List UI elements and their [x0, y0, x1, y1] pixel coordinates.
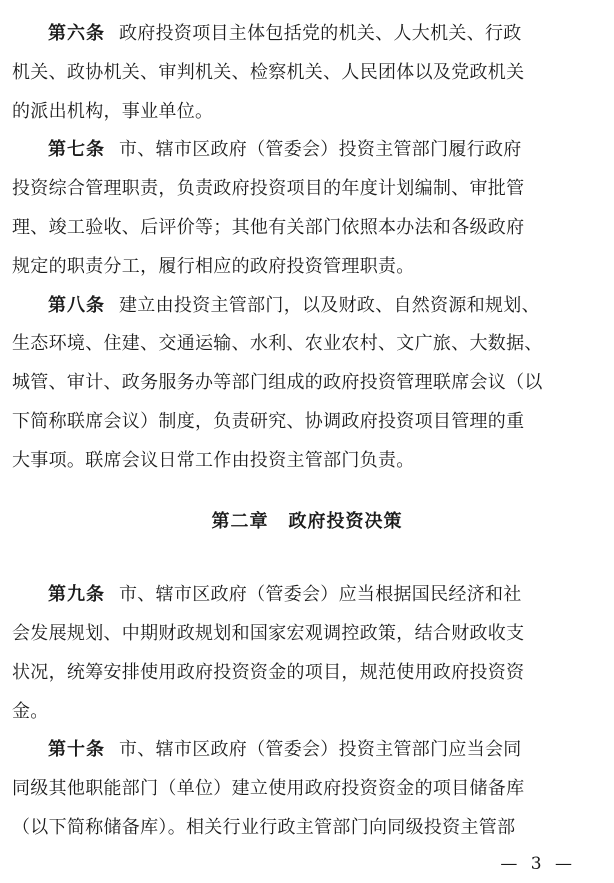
- article-10-label: 第十条: [48, 739, 105, 760]
- article-7-line-1: 第七条 市、辖市区政府（管委会）投资主管部门履行政府: [48, 139, 522, 160]
- article-8-label: 第八条: [48, 295, 105, 316]
- chapter-title: 政府投资决策: [288, 511, 403, 532]
- article-6-label: 第六条: [48, 23, 105, 44]
- article-8-line-2: 生态环境、住建、交通运输、水利、农业农村、文广旅、大数据、: [12, 333, 543, 354]
- article-9-line-3: 状况，统筹安排使用政府投资资金的项目，规范使用政府投资资: [12, 662, 525, 683]
- article-7-line-3: 理、竣工验收、后评价等；其他有关部门依照本办法和各级政府: [12, 217, 525, 238]
- article-10-line-3: （以下简称储备库）。相关行业行政主管部门向同级投资主管部: [12, 817, 516, 838]
- article-8-line-1: 第八条 建立由投资主管部门，以及财政、自然资源和规划、: [48, 295, 540, 316]
- chapter-heading: [0, 505, 614, 539]
- article-10-line-1: 第十条 市、辖市区政府（管委会）投资主管部门应当会同: [48, 739, 522, 760]
- article-8-line-5: 大事项。联席会议日常工作由投资主管部门负责。: [12, 450, 415, 471]
- article-6-line-3: 的派出机构，事业单位。: [12, 101, 214, 122]
- chapter-number: 第二章: [211, 511, 269, 532]
- article-9-line-4: 金。: [12, 701, 49, 722]
- article-6-line-1: 第六条 政府投资项目主体包括党的机关、人大机关、行政: [48, 23, 522, 44]
- article-6-line-2: 机关、政协机关、审判机关、检察机关、人民团体以及党政机关: [12, 62, 525, 83]
- article-7-line-2: 投资综合管理职责，负责政府投资项目的年度计划编制、审批管: [12, 178, 525, 199]
- article-8-line-3: 城管、审计、政务服务办等部门组成的政府投资管理联席会议（以: [12, 372, 543, 393]
- page-number: — 3 —: [500, 854, 576, 874]
- article-8-line-4: 下简称联席会议）制度，负责研究、协调政府投资项目管理的重: [12, 411, 525, 432]
- article-7-line-4: 规定的职责分工，履行相应的政府投资管理职责。: [12, 256, 415, 277]
- article-7-label: 第七条: [48, 139, 105, 160]
- article-9-line-1: 第九条 市、辖市区政府（管委会）应当根据国民经济和社: [48, 584, 522, 605]
- article-9-label: 第九条: [48, 584, 105, 605]
- article-10-line-2: 同级其他职能部门（单位）建立使用政府投资资金的项目储备库: [12, 778, 525, 799]
- article-9-line-2: 会发展规划、中期财政规划和国家宏观调控政策，结合财政收支: [12, 623, 525, 644]
